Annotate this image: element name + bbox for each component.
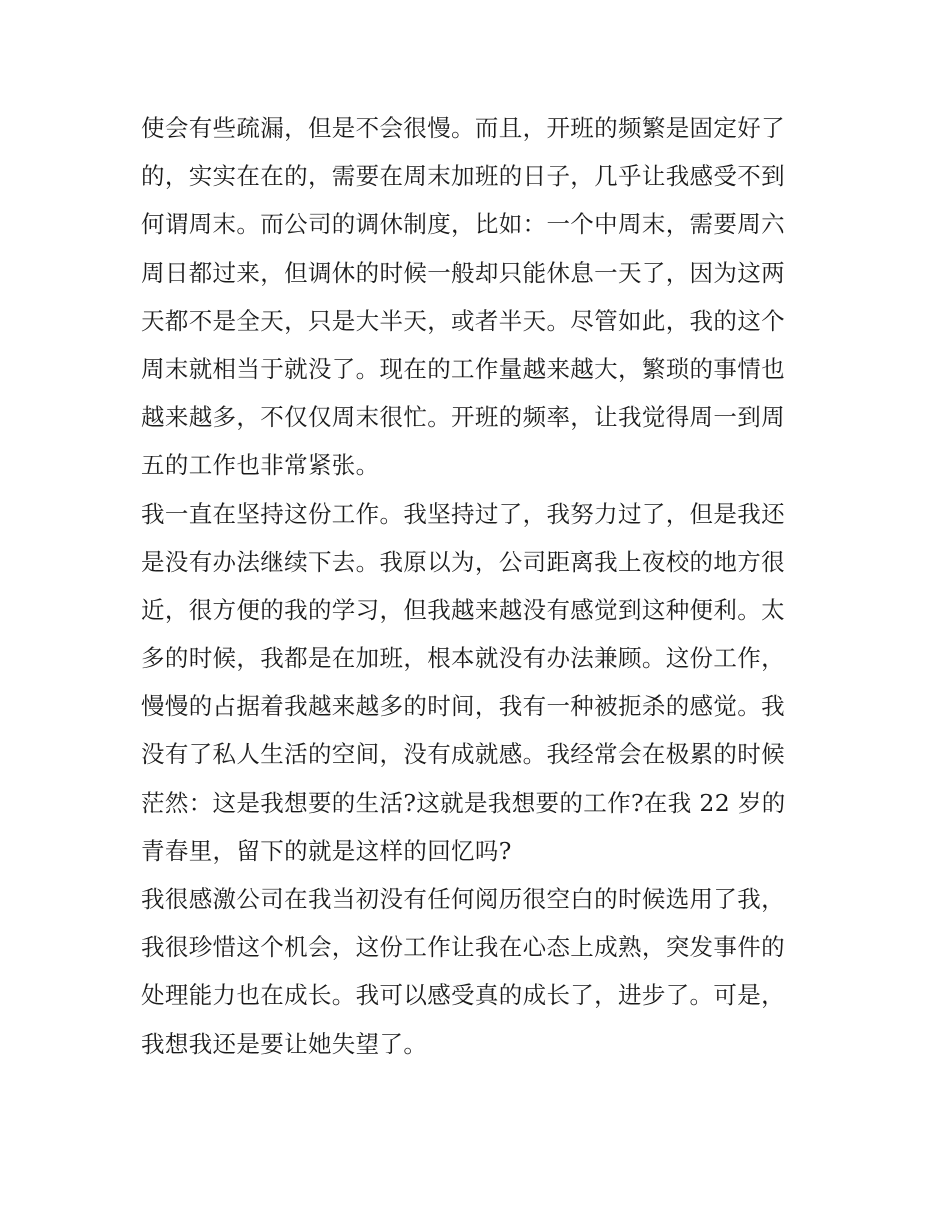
text-line: 处理能力也在成长。我可以感受真的成长了，进步了。可是，	[141, 981, 785, 1010]
text-line: 越来越多，不仅仅周末很忙。开班的频率，让我觉得周一到周	[141, 403, 785, 432]
text-line: 天都不是全天，只是大半天，或者半天。尽管如此，我的这个	[141, 306, 785, 335]
text-line: 五的工作也非常紧张。	[141, 451, 380, 480]
document-body	[141, 104, 813, 1068]
text-line: 使会有些疏漏，但是不会很慢。而且，开班的频繁是固定好了	[141, 114, 785, 142]
text-line: 青春里，留下的就是这样的回忆吗?	[141, 836, 512, 865]
text-line: 近，很方便的我的学习，但我越来越没有感觉到这种便利。太	[141, 595, 785, 624]
text-line: 我很珍惜这个机会，这份工作让我在心态上成熟，突发事件的	[141, 933, 785, 962]
text-line: 我很感激公司在我当初没有任何阅历很空白的时候选用了我，	[141, 885, 785, 913]
text-line: 多的时候，我都是在加班，根本就没有办法兼顾。这份工作，	[141, 644, 785, 673]
text-line: 周末就相当于就没了。现在的工作量越来越大，繁琐的事情也	[141, 354, 785, 383]
text-line: 周日都过来，但调休的时候一般却只能休息一天了，因为这两	[141, 258, 785, 287]
text-line: 我想我还是要让她失望了。	[141, 1029, 428, 1058]
text-line: 是没有办法继续下去。我原以为，公司距离我上夜校的地方很	[141, 547, 785, 576]
text-line: 慢慢的占据着我越来越多的时间，我有一种被扼杀的感觉。我	[141, 692, 785, 721]
text-line: 何谓周末。而公司的调休制度，比如：一个中周末，需要周六	[141, 210, 785, 239]
text-line: 我一直在坚持这份工作。我坚持过了，我努力过了，但是我还	[141, 499, 785, 528]
text-line: 茫然：这是我想要的生活?这就是我想要的工作?在我 22 岁的	[141, 788, 786, 817]
text-line: 没有了私人生活的空间，没有成就感。我经常会在极累的时候	[141, 740, 785, 769]
text-line: 的，实实在在的，需要在周末加班的日子，几乎让我感受不到	[141, 162, 785, 191]
